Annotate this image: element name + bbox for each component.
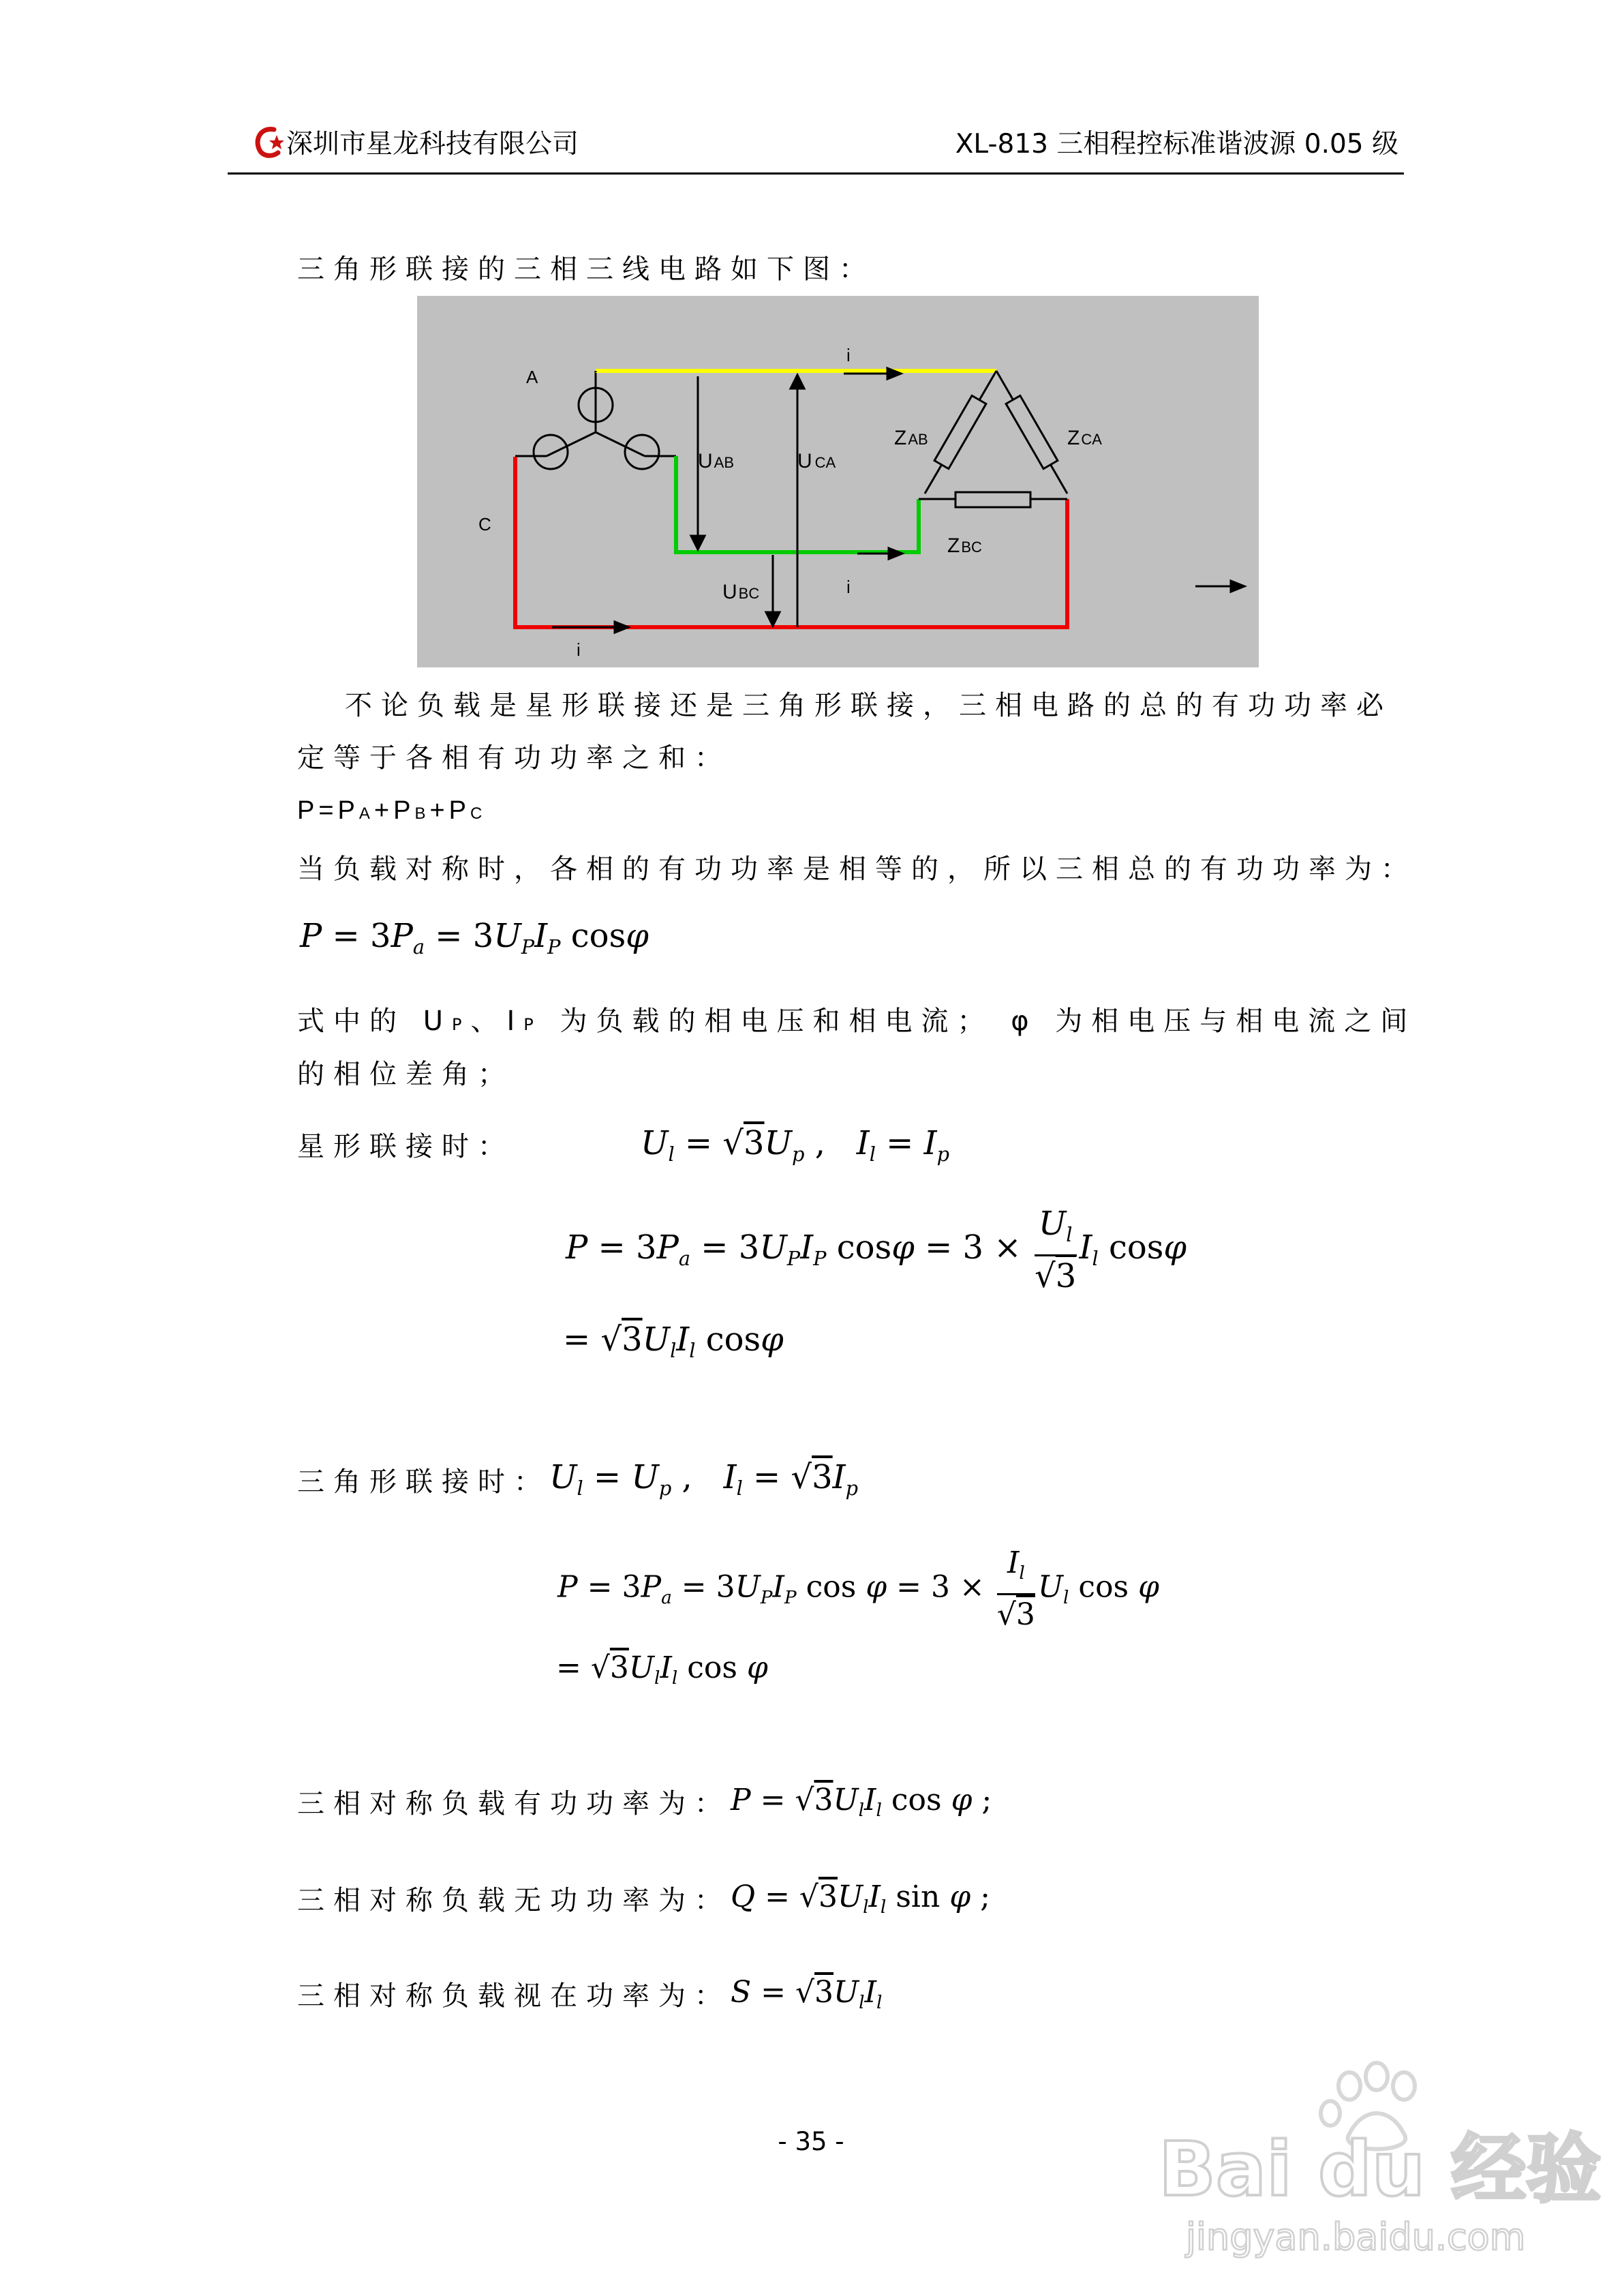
header-product: XL-813 三相程控标准谐波源 0.05 级 (955, 129, 1398, 160)
reactive-power-label: 三相对称负载无功功率为： (297, 1885, 731, 1916)
u-bc-label: UBC (722, 581, 760, 603)
para3-line1: 式中的 UP、IP 为负载的相电压和相电流； φ 为相电压与相电流之间 (297, 1006, 1417, 1037)
star-label: 星形联接时： (297, 1131, 514, 1162)
z-ca-label: ZCA (1067, 427, 1102, 449)
sum-formula: P=PA+PB+PC (297, 796, 487, 825)
current-label-a: i (846, 345, 851, 365)
para2: 当负载对称时，各相的有功功率是相等的，所以三相总的有功功率为： (297, 854, 1417, 885)
impedance-bc (955, 492, 1030, 507)
current-label-b: i (846, 577, 851, 597)
current-label-c: i (577, 639, 581, 660)
delta-label: 三角形联接时： (297, 1466, 550, 1498)
delta-circuit-diagram (417, 296, 1259, 667)
para3-line2: 的相位差角； (297, 1059, 514, 1090)
star-power-result: = $√3U_lI_l$ cosφ (563, 1320, 784, 1363)
diagram-background (417, 296, 1259, 667)
z-bc-label: ZBC (947, 534, 982, 557)
star-power-formula: $P = 3P_a = 3U_PI_P$ cosφ = 3 × $\frac{U_l}{√3}$ $I_l$ cosφ (566, 1205, 1187, 1296)
para1-line1: 不论负载是星形联接还是三角形联接，三相电路的总的有功功率必 (345, 690, 1392, 721)
apparent-power-formula: $S = √3U_lI_l$ (731, 1975, 883, 2014)
formula-total-power: $P = 3P_a = 3U_PI_P$ cosφ (300, 917, 649, 959)
watermark-url: jingyan.baidu.com (1186, 2216, 1526, 2259)
node-a-label: A (526, 367, 538, 387)
intro-text: 三角形联接的三相三线电路如下图： (297, 254, 875, 285)
node-c-label: C (478, 514, 491, 534)
delta-relation: $U_l = U_p$ , $I_l = √3I_p$ (549, 1458, 859, 1500)
header-company: 深圳市星龙科技有限公司 (286, 129, 579, 160)
baidu-watermark (1145, 2059, 1602, 2263)
company-logo (251, 121, 285, 162)
u-ca-label: U CA (797, 450, 836, 472)
apparent-power-label: 三相对称负载视在功率为： (297, 1980, 731, 2012)
delta-power-formula: $P = 3P_a = 3U_PI_P$ cos φ = 3 × $\frac{I_l}{√3}$ $U_l$ cos φ (557, 1543, 1159, 1635)
reactive-power-formula: $Q = √3U_lI_l$ sin φ ; (731, 1879, 990, 1918)
active-power-formula: $P = √3U_lI_l$ cos φ ; (731, 1783, 992, 1822)
active-power-label: 三相对称负载有功功率为： (297, 1788, 731, 1819)
page-number: - 35 - (778, 2127, 844, 2156)
z-ab-label: ZAB (894, 427, 928, 449)
u-ab-label: UAB (698, 450, 735, 472)
star-relation: $U_l = √3U_p$ , $I_l = I_p$ (641, 1124, 950, 1166)
para1-line2: 定等于各相有功功率之和： (297, 742, 731, 774)
watermark-brand: Bai du 经验 (1159, 2126, 1602, 2213)
header-rule (228, 172, 1404, 175)
delta-power-result: = $√3U_lI_l$ cos φ (556, 1650, 768, 1689)
